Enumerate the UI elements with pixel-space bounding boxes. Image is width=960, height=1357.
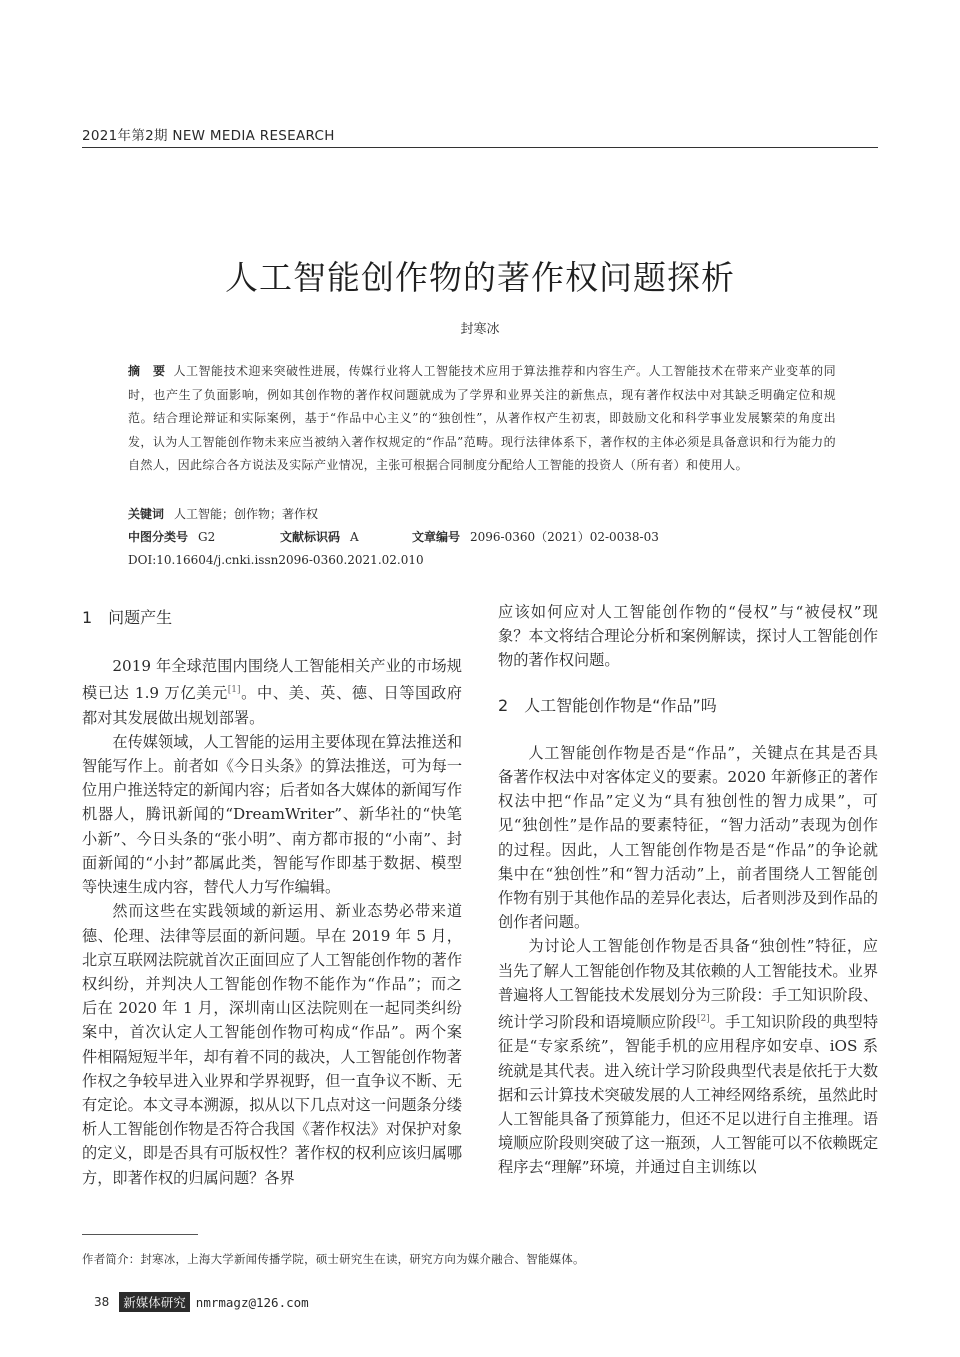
paragraph: 在传媒领域，人工智能的运用主要体现在算法推送和智能写作上。前者如《今日头条》的算法推送，可为每一位用户推送特定的新闻内容；后者如各大媒体的新闻写作机器人，腾讯新闻的“DreamWriter”、新华社的“快笔小新”、今日头条的“张小明”、南方都市报的“小南”、封面新闻的“小封”都属此类，智能写作即基于数据、模型等快速生成内容，替代人力写作编辑。	[82, 732, 462, 897]
right-column	[498, 600, 878, 1180]
left-column	[82, 600, 462, 1190]
page-footer	[94, 1293, 309, 1311]
page-number: 38	[94, 1295, 110, 1309]
author-footnote: 作者简介：封寒冰，上海大学新闻传播学院，硕士研究生在读，研究方向为媒介融合、智能媒体。	[82, 1252, 585, 1266]
clc-value: G2	[198, 530, 216, 544]
footnote-divider	[82, 1234, 198, 1235]
paragraph: 应该如何应对人工智能创作物的“侵权”与“被侵权”现象？本文将结合理论分析和案例解读，探讨人工智能创作物的著作权问题。	[498, 603, 878, 670]
section-2-heading: 2 人工智能创作物是“作品”吗	[498, 695, 717, 715]
keywords	[128, 505, 318, 522]
article-author: 封寒冰	[460, 322, 500, 337]
paragraph: 为讨论人工智能创作物是否具备“独创性”特征，应当先了解人工智能创作物及其依赖的人工智能技术。业界普遍将人工智能技术发展划分为三阶段：手工知识阶段、统计学习阶段和语境顺应阶段[2]。手工知识阶段的典型特征是“专家系统”，智能手机的应用程序如安卓、iOS 系统就是其代表。进入统计学习阶段典型代表是依托于大数据和云计算技术突破发展的人工神经网络系统，虽然此时人工智能具备了预算能力，但还不足以进行自主推理。语境顺应阶段则突破了这一瓶颈，人工智能可以不依赖既定程序去“理解”环境，并通过自主训练以	[498, 937, 879, 1177]
section-1-heading: 1 问题产生	[82, 608, 173, 627]
paragraph: 2019 年全球范围内围绕人工智能相关产业的市场规模已达 1.9 万亿美元[1]。中、美、英、德、日等国政府都对其发展做出规划部署。	[82, 657, 462, 727]
article-title: 人工智能创作物的著作权问题探析	[225, 258, 735, 297]
clc-label: 中图分类号	[128, 530, 189, 544]
keywords-text: 人工智能；创作物；著作权	[174, 507, 319, 521]
doi: DOI:10.16604/j.cnki.issn2096-0360.2021.02.010	[128, 553, 424, 567]
keywords-label: 关键词	[128, 507, 165, 521]
abstract-label: 摘 要	[128, 364, 166, 378]
magazine-name-badge: 新媒体研究	[119, 1292, 190, 1312]
abstract	[128, 360, 836, 478]
journal-header	[82, 124, 878, 148]
doc-code-value: A	[350, 530, 359, 544]
magazine-email: nmrmagz@126.com	[195, 1294, 309, 1310]
article-no-label: 文章编号	[412, 530, 461, 544]
journal-issue-label: 2021年第2期 NEW MEDIA RESEARCH	[82, 128, 335, 144]
doc-code-label: 文献标识码	[280, 530, 341, 544]
abstract-text: 人工智能技术迎来突破性进展，传媒行业将人工智能技术应用于算法推荐和内容生产。人工智能技术在带来产业变革的同时，也产生了负面影响，例如其创作物的著作权问题就成为了学界和业界关注的新焦点，现有著作权法中对其缺乏明确定位和规范。结合理论辩证和实际案例，基于“作品中心主义”的“独创性”，从著作权产生初衷，即鼓励文化和科学事业发展繁荣的角度出发，认为人工智能创作物未来应当被纳入著作权规定的“作品”范畴。现行法律体系下，著作权的主体必须是具备意识和行为能力的自然人，因此综合各方说法及实际产业情况，主张可根据合同制度分配给人工智能的投资人（所有者）和使用人。	[128, 364, 836, 473]
citation-ref: [2]	[696, 1014, 710, 1025]
classification-row	[128, 528, 836, 545]
paragraph: 然而这些在实践领域的新运用、新业态势必带来道德、伦理、法律等层面的新问题。早在 2019 年 5 月，北京互联网法院就首次正面回应了人工智能创作物的著作权纠纷，并判决人工智能创作物不能作为“作品”；而之后在 2020 年 1 月，深圳南山区法院则在一起同类纠纷案中，首次认定人工智能创作物可构成“作品”。两个案件相隔短短半年，却有着不同的裁决，人工智能创作物著作权之争较早进入业界和学界视野，但一直争议不断、无有定论。本文寻本溯源，拟从以下几点对这一问题条分缕析人工智能创作物是否符合我国《著作权法》对保护对象的定义，即是否具有可版权性？著作权的权利应该归属哪方，即著作权的归属问题？各界	[82, 902, 462, 1187]
article-no-value: 2096-0360（2021）02-0038-03	[470, 530, 659, 544]
paragraph: 人工智能创作物是否是“作品”，关键点在其是否具备著作权法中对客体定义的要素。2020 年新修正的著作权法中把“作品”定义为“具有独创性的智力成果”，可见“独创性”是作品的要素特征，“智力活动”表现为创作的过程。因此，人工智能创作物是否是“作品”的争论就集中在“独创性”和“智力活动”上，前者围绕人工智能创作物有别于其他作品的差异化表达，后者则涉及到作品的创作者问题。	[498, 743, 878, 932]
citation-ref: [1]	[227, 685, 241, 696]
